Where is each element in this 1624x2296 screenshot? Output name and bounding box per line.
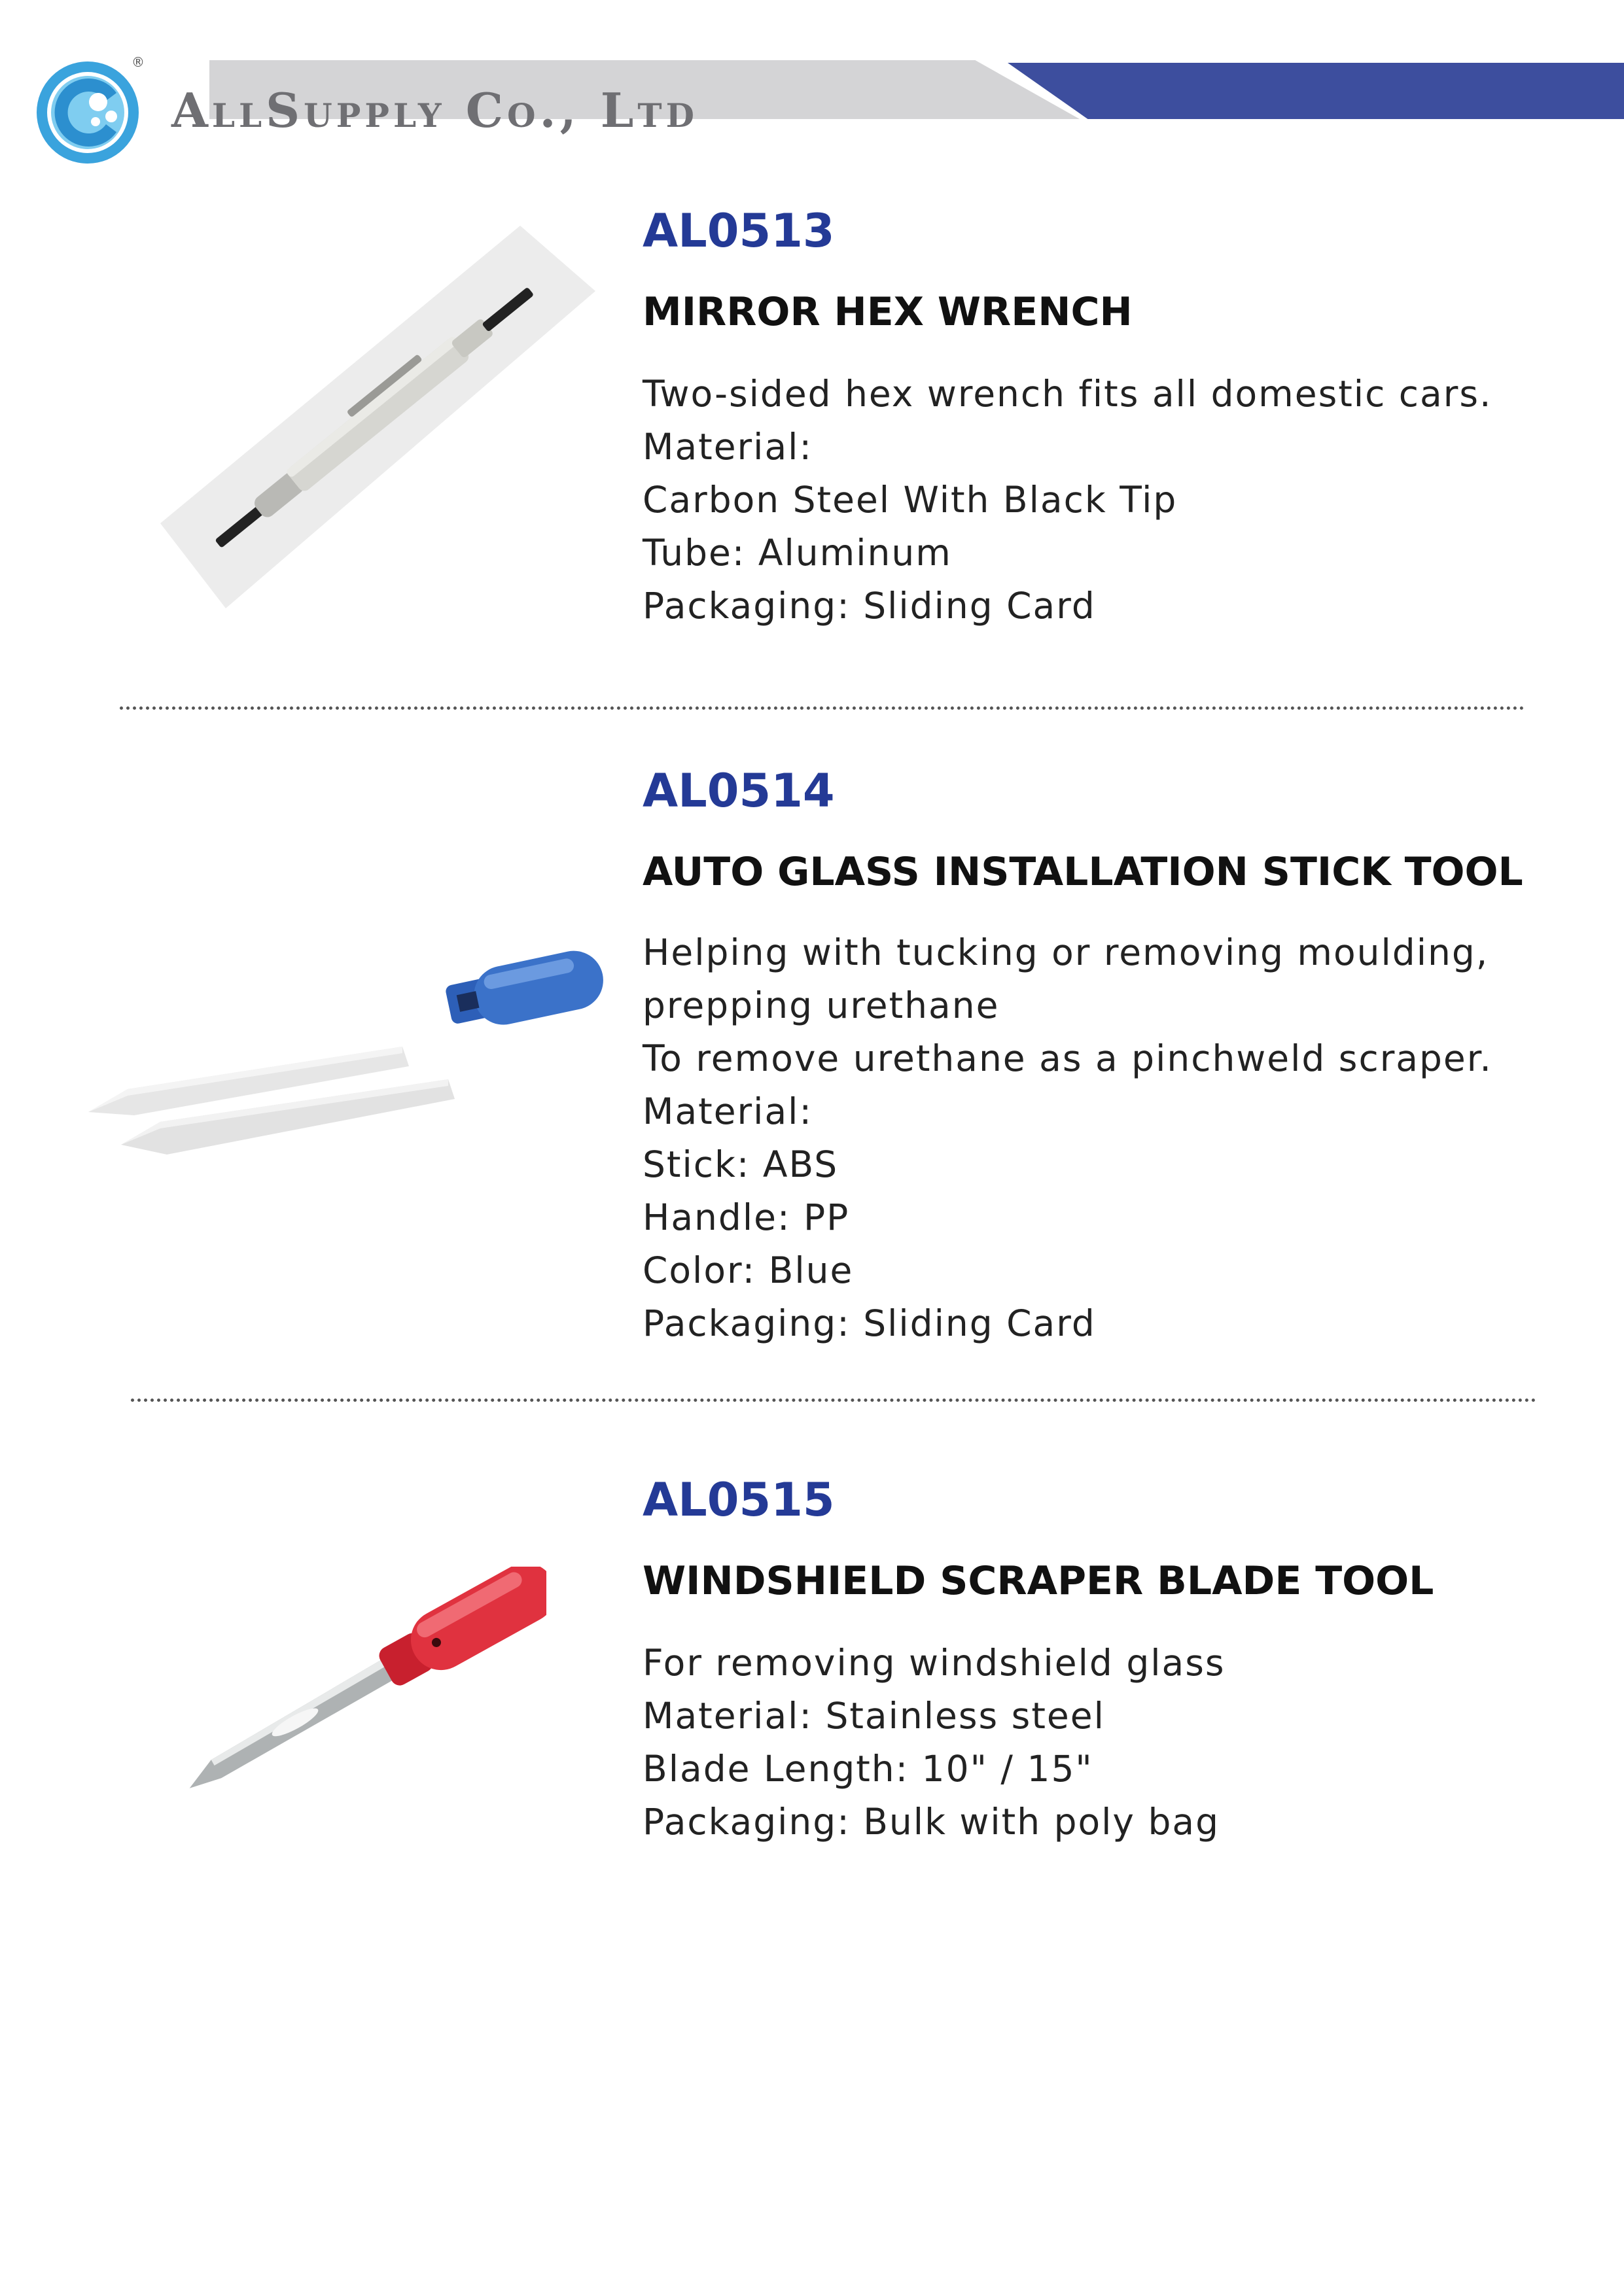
- section-divider: [131, 1399, 1536, 1402]
- product-name: AUTO GLASS INSTALLATION STICK TOOL: [643, 849, 1523, 895]
- section-divider: [120, 706, 1525, 710]
- description-line: Color: Blue: [643, 1249, 854, 1291]
- description-line: Carbon Steel With Black Tip: [643, 479, 1178, 521]
- description-line: Handle: PP: [643, 1196, 850, 1238]
- company-name: AllSupply Co., Ltd: [171, 82, 698, 138]
- description-line: Blade Length: 10" / 15": [643, 1748, 1093, 1790]
- description-line: Packaging: Bulk with poly bag: [643, 1801, 1220, 1843]
- header-band-blue: [1008, 63, 1624, 119]
- description-line: To remove urethane as a pinchweld scraper.: [643, 1037, 1492, 1079]
- description-line: Packaging: Sliding Card: [643, 585, 1096, 627]
- company-logo-icon: [30, 52, 148, 170]
- product-code: AL0515: [643, 1473, 835, 1527]
- description-line: prepping urethane: [643, 984, 1000, 1026]
- hex-wrench-image: [160, 226, 595, 608]
- description-line: Helping with tucking or removing moulding,: [643, 931, 1489, 973]
- product-name: WINDSHIELD SCRAPER BLADE TOOL: [643, 1558, 1434, 1604]
- product-description: [643, 368, 1492, 633]
- product-description: [643, 926, 1492, 1350]
- registered-mark: ®: [132, 54, 145, 70]
- product-code: AL0513: [643, 204, 835, 258]
- scraper-blade-image: [180, 1567, 546, 1799]
- description-line: Stick: ABS: [643, 1143, 839, 1185]
- description-line: Packaging: Sliding Card: [643, 1302, 1096, 1344]
- description-line: For removing windshield glass: [643, 1642, 1226, 1684]
- description-line: Material:: [643, 426, 813, 468]
- stick-tool-image: [82, 919, 605, 1174]
- product-name: MIRROR HEX WRENCH: [643, 289, 1133, 335]
- description-line: Material: Stainless steel: [643, 1695, 1105, 1737]
- product-code: AL0514: [643, 764, 835, 818]
- product-description: [643, 1637, 1226, 1849]
- description-line: Material:: [643, 1090, 813, 1132]
- description-line: Two-sided hex wrench fits all domestic cars.: [643, 373, 1492, 415]
- description-line: Tube: Aluminum: [643, 532, 952, 574]
